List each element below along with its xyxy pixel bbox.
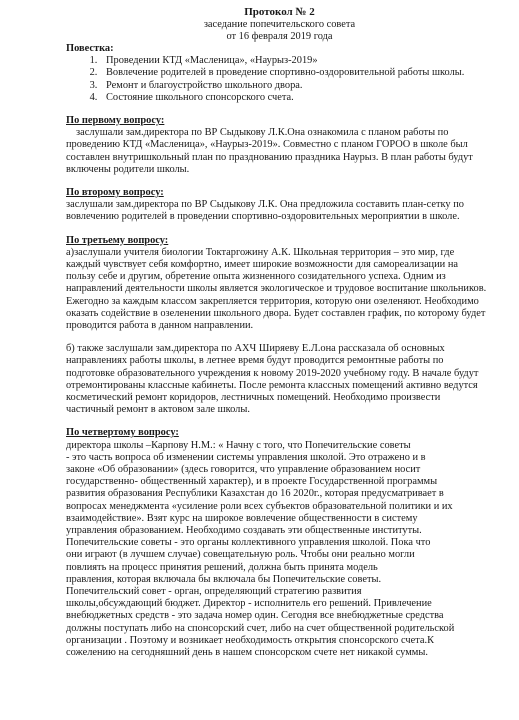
- document-title: Протокол № 2: [244, 6, 315, 18]
- agenda-item: 2. Вовлечение родителей в проведение спортивно-оздоровительной работы школы.: [100, 67, 487, 79]
- q4-text: [66, 440, 487, 660]
- q4-line: законе «Об образовании» (здесь говорится, что управление образованием носит: [66, 464, 421, 475]
- q4-line: правления, которая включала бы включала бы Попечительские советы.: [66, 573, 382, 585]
- q4-line: директора школы –Карпову Н.М.: « Начну с того, что Попечительские советы: [66, 439, 411, 451]
- q4-line: должны поступать либо на спонсорский счет, либо на счет общественной родительской: [66, 622, 455, 634]
- q4-line: Попечительские советы - это органы коллективного управления школой. Пока что: [66, 537, 431, 549]
- q2-text: заслушали зам.директора по ВР Сыдыкову Л.К. Она предложила составить план-сетку по вовлечению родителей в проведении спортивно-оздоровительных мероприятии в школе.: [66, 199, 464, 223]
- q4-line: школы,обсуждающий бюджет. Директор - исполнитель его решений. Привлечение: [66, 598, 432, 610]
- q1-heading: По первому вопросу:: [66, 114, 165, 126]
- q4-line: - это часть вопроса об изменении системы управления школой. Это отражено и в: [66, 451, 426, 463]
- q4-line: внебюджетных средств - это задача номер один. Сегодня все внебюджетные средства: [66, 610, 444, 622]
- q4-line: Попечительский совет - орган, определяющий стратегию развития: [66, 586, 362, 598]
- q3-heading: По третьему вопросу:: [66, 234, 169, 246]
- q4-line: взаимодействие». Взят курс на широкое вовлечение общественности в систему: [66, 512, 418, 524]
- q4-line: сожелению на сегодняшний день в нашем спонсорском счете нет никакой суммы.: [66, 647, 428, 659]
- q4-line: вопросах менеджмента «усиление роли всех субъектов образовательной политики и их: [66, 500, 453, 512]
- q4-line: управления образованием. Необходимо создавать эти общественные институты.: [66, 525, 422, 537]
- q4-line: организации . Поэтому и возникает необходимость открытия спонсорского счета.К: [66, 634, 435, 646]
- q2-heading: По второму вопросу:: [66, 186, 164, 198]
- document-header: [72, 6, 487, 43]
- q4-line: повлиять на процесс принятия решений, должна быть принята модель: [66, 561, 378, 573]
- q4-line: они играют (в лучшем случае) совещательную роль. Чтобы они реально могли: [66, 549, 415, 561]
- agenda-item: 3. Ремонт и благоустройство школьного двора.: [100, 80, 487, 92]
- agenda-item: 4. Состояние школьного спонсорского счета.: [100, 92, 487, 104]
- q1-text: заслушали зам.директора по ВР Сыдыкову Л.К.Она ознакомила с планом работы по проведению КТД «Масленица», «Наурыз-2019». Совместно с планом ГОРОО в школе был составлен внутришкольный план по празднованию праздника Наурыз. В план работы будут включены родители школы.: [66, 127, 473, 175]
- q4-line: государственно- общественный характер), и в проекте Государственной программы: [66, 476, 438, 488]
- agenda-list: [66, 55, 487, 104]
- agenda-item: 1. Проведении КТД «Масленица», «Наурыз-2019»: [100, 55, 487, 67]
- agenda-heading: Повестка:: [66, 42, 114, 54]
- q4-heading: По четвертому вопросу:: [66, 427, 179, 439]
- q3-text-b: б) также заслушали зам.директора по АХЧ Ширяеву Е.Л.она рассказала об основных направлениях работы школы, в летнее время будут проводится ремонтные работы по подготовке образовательного учреждения к новому 2019-2020 учебному году. В начале будут отремонтированы классные кабинеты. После ремонта классных помещений активно ведутся косметический ремонт коридоров, лестничных помещений. Необходимо произвести частичный ремонт в актовом зале школы.: [66, 343, 479, 416]
- document-subtitle: заседание попечительского совета: [203, 18, 356, 30]
- q4-line: развития образования Республики Казахстан до 16 2020г., которая предусматривает в: [66, 488, 444, 500]
- q3-text-a: а)заслушали учителя биологии Токтаргожину А.К. Школьная территория – это мир, где каждый чувствует себя комфортно, имеет широкие возможности для самореализации на пользу себе и другим, обретение опыта жизненного созидательного успеха. Одним из направлений деятельности школы является экологическое и трудовое воспитание школьников. Ежегодно за каждым классом закрепляется территория, которую они озеленяют. Необходимо оказать содействие в озеленении школьного двора. Будет составлен график, по которому будет проводится работа в данном направлении.: [66, 246, 487, 331]
- document-date: от 16 февраля 2019 года: [226, 30, 333, 42]
